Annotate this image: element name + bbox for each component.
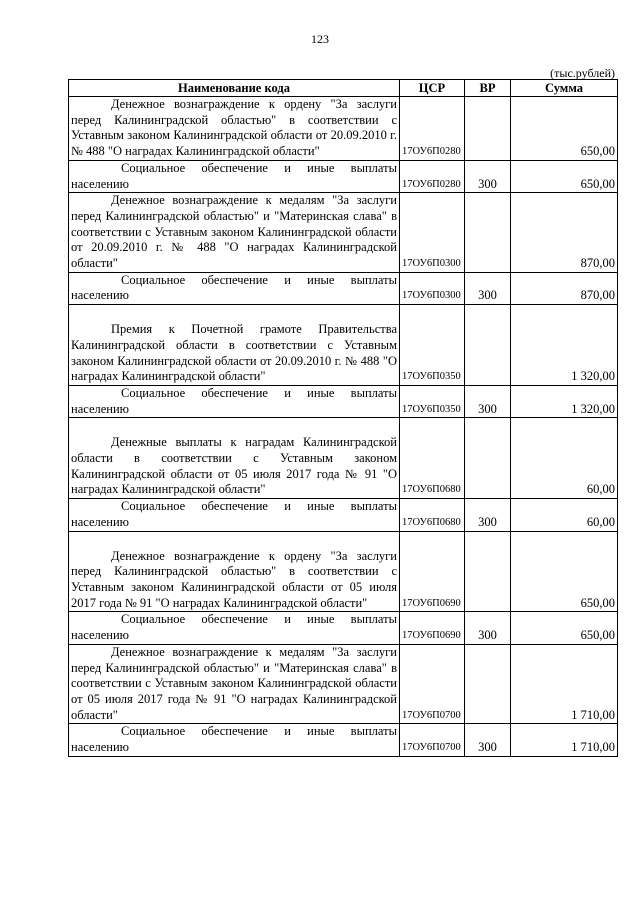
- row-sum: 870,00: [511, 193, 618, 273]
- row-name: [69, 160, 400, 192]
- row-vr: [465, 193, 511, 273]
- header-vr: ВР: [465, 80, 511, 97]
- row-name: [69, 385, 400, 417]
- row-vr: 300: [465, 272, 511, 304]
- row-vr: 300: [465, 612, 511, 644]
- row-name: [69, 97, 400, 161]
- row-name-text: Премия к Почетной грамоте Правительства Калининградской области в соответствии с Уставным законом Калининградской области от 20.09.2010 г. № 488 "О наградах Калининградской области": [71, 322, 397, 384]
- row-vr: [465, 644, 511, 724]
- row-name-text: Денежные выплаты к наградам Калининградской области в соответствии с Уставным законом Калининградской области от 05 июля 2017 года № 91 "О наградах Калининградской области": [71, 435, 397, 497]
- units-label: (тыс.рублей): [550, 66, 615, 80]
- row-csr: 17ОУ6П0350: [400, 305, 465, 386]
- table-row: [69, 160, 618, 192]
- row-vr: [465, 418, 511, 499]
- table-row: [69, 97, 618, 161]
- table-row: [69, 305, 618, 386]
- row-csr: 17ОУ6П0280: [400, 160, 465, 192]
- table-row: [69, 612, 618, 644]
- row-csr: 17ОУ6П0690: [400, 612, 465, 644]
- row-name: [69, 644, 400, 724]
- header-sum: Сумма: [511, 80, 618, 97]
- row-vr: [465, 97, 511, 161]
- table-row: [69, 193, 618, 273]
- row-csr: 17ОУ6П0280: [400, 97, 465, 161]
- row-name: [69, 193, 400, 273]
- row-name-text: Денежное вознаграждение к медалям "За заслуги перед Калининградской областью" и "Материнская слава" в соответствии с Уставным законом Калининградской области от 05 июля 2017 года № 91 "О наградах Калининградской области": [71, 644, 397, 722]
- row-vr: 300: [465, 499, 511, 531]
- row-csr: 17ОУ6П0300: [400, 272, 465, 304]
- row-name-text: Социальное обеспечение и иные выплаты населению: [71, 612, 397, 643]
- row-vr: [465, 531, 511, 612]
- row-sum: 1 710,00: [511, 644, 618, 724]
- row-sum: 1 320,00: [511, 305, 618, 386]
- budget-table: [68, 79, 618, 757]
- row-csr: 17ОУ6П0690: [400, 531, 465, 612]
- row-sum: 1 320,00: [511, 385, 618, 417]
- header-name: Наименование кода: [69, 80, 400, 97]
- row-csr: 17ОУ6П0680: [400, 418, 465, 499]
- page-number: 123: [311, 32, 329, 46]
- row-vr: 300: [465, 724, 511, 756]
- row-name-text: Социальное обеспечение и иные выплаты населению: [71, 160, 397, 191]
- row-name-text: Денежное вознаграждение к ордену "За заслуги перед Калининградской областью" в соответствии с Уставным законом Калининградской области от 20.09.2010 г. № 488 "О наградах Калининградской области": [71, 97, 397, 159]
- row-sum: 650,00: [511, 160, 618, 192]
- table-row: [69, 724, 618, 756]
- row-vr: [465, 305, 511, 386]
- row-name-text: Социальное обеспечение и иные выплаты населению: [71, 272, 397, 303]
- row-name: [69, 724, 400, 756]
- row-name-text: Денежное вознаграждение к ордену "За заслуги перед Калининградской областью" в соответствии с Уставным законом Калининградской области от 05 июля 2017 года № 91 "О наградах Калининградской области": [71, 548, 397, 610]
- row-name-text: Социальное обеспечение и иные выплаты населению: [71, 499, 397, 529]
- row-csr: 17ОУ6П0350: [400, 385, 465, 417]
- row-name: [69, 272, 400, 304]
- row-name: [69, 531, 400, 612]
- table-row: [69, 385, 618, 417]
- table-row: [69, 272, 618, 304]
- row-sum: 60,00: [511, 499, 618, 531]
- row-csr: 17ОУ6П0700: [400, 724, 465, 756]
- row-sum: 1 710,00: [511, 724, 618, 756]
- row-csr: 17ОУ6П0680: [400, 499, 465, 531]
- row-csr: 17ОУ6П0700: [400, 644, 465, 724]
- table-header-row: [69, 80, 618, 97]
- row-sum: 650,00: [511, 531, 618, 612]
- row-csr: 17ОУ6П0300: [400, 193, 465, 273]
- header-csr: ЦСР: [400, 80, 465, 97]
- table-row: [69, 644, 618, 724]
- row-sum: 870,00: [511, 272, 618, 304]
- row-name: [69, 499, 400, 531]
- row-sum: 60,00: [511, 418, 618, 499]
- table-row: [69, 418, 618, 499]
- row-name-text: Социальное обеспечение и иные выплаты населению: [71, 385, 397, 416]
- row-vr: 300: [465, 160, 511, 192]
- table-row: [69, 531, 618, 612]
- row-sum: 650,00: [511, 612, 618, 644]
- row-name: [69, 305, 400, 386]
- row-name: [69, 612, 400, 644]
- row-name-text: Социальное обеспечение и иные выплаты населению: [71, 724, 397, 755]
- row-sum: 650,00: [511, 97, 618, 161]
- row-name-text: Денежное вознаграждение к медалям "За заслуги перед Калининградской областью" и "Материнская слава" в соответствии с Уставным законом Калининградской области от 20.09.2010 г. № 488 "О наградах Калининградской области": [71, 193, 397, 271]
- table-row: [69, 499, 618, 531]
- row-vr: 300: [465, 385, 511, 417]
- row-name: [69, 418, 400, 499]
